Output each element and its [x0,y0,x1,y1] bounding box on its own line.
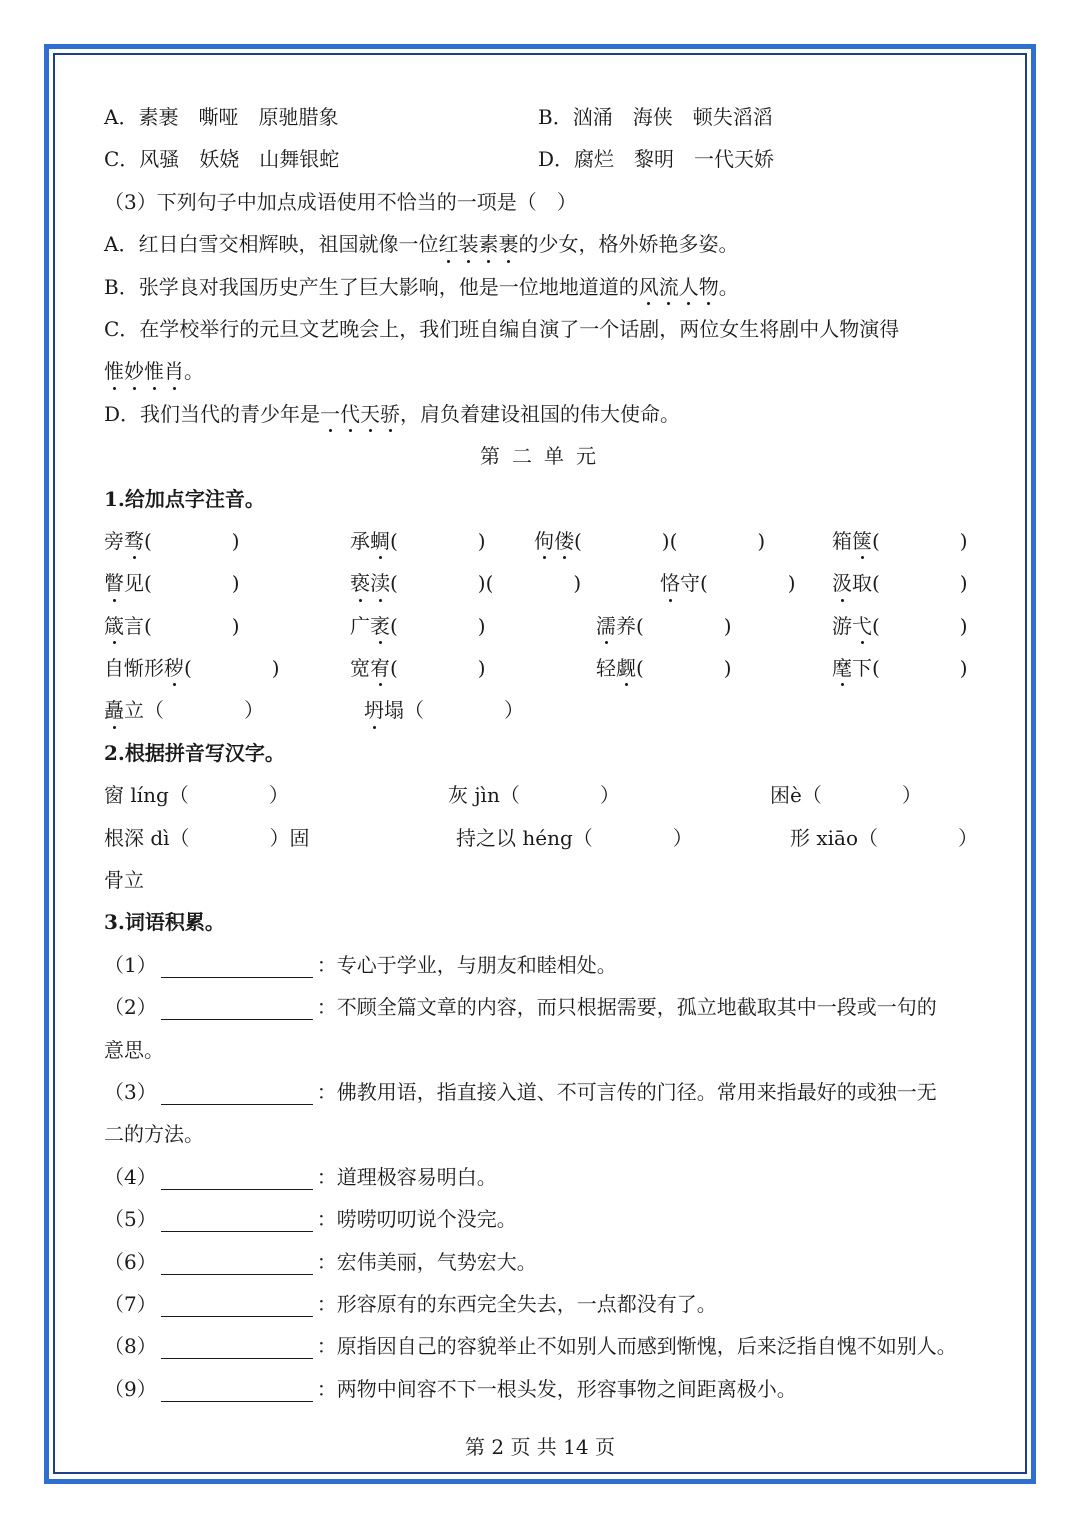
emphasis-char: 宥 [370,647,390,689]
answer-blank[interactable] [161,1248,313,1275]
vocab-item [104,1071,984,1113]
answer-blank[interactable] [161,1332,313,1359]
pinyin-item[interactable] [104,689,264,731]
word-text: 自惭形 [104,656,164,681]
answer-paren[interactable]: （ ） [144,698,264,723]
emphasis-char: 天 [360,393,380,435]
emphasis-char: 矗 [104,689,124,731]
pinyin-row [104,520,984,562]
word-text: 游 [832,613,852,638]
dotted-char [852,529,872,553]
emphasis-char: 瞥 [104,562,124,604]
dotted-char [370,614,390,638]
emphasis-char: 惟 [104,350,124,392]
page-footer: 第 2 页 共 14 页 [465,1435,615,1459]
emphasis-char: 坍 [364,689,384,731]
pinyin-item[interactable] [832,647,968,689]
word-text: 塌 [384,698,404,723]
pinyin-item[interactable] [350,605,486,647]
answer-paren[interactable]: ( ) [144,571,240,596]
emphasis-char: 亵 [350,562,370,604]
emphasis-char: 汲 [832,562,852,604]
emphasis-char: 觑 [616,647,636,689]
answer-blank[interactable] [161,1375,313,1402]
hanzi-item[interactable]: 困è（ ） [770,783,922,808]
hanzi-row-cont: 骨立 [104,868,144,893]
dotted-idiom [639,275,719,299]
answer-blank[interactable] [161,1078,313,1105]
answer-paren[interactable]: ( ) [872,613,968,638]
dotted-char [164,656,184,680]
dotted-char [104,698,124,722]
word-text: 见 [124,571,144,596]
option-a[interactable] [104,223,984,265]
pinyin-item[interactable] [660,562,796,604]
answer-paren[interactable]: ( )( ) [390,571,582,596]
dotted-char [370,656,390,680]
dotted-idiom [438,232,518,256]
word-text: 宽 [350,656,370,681]
option-d[interactable] [104,393,984,435]
unit-title: 第二单元 [480,444,608,469]
item-number: （6） [104,1249,157,1274]
emphasis-char: 人 [679,266,699,308]
word-text: 立 [124,698,144,723]
dotted-char [370,529,390,553]
pinyin-item[interactable] [350,647,486,689]
emphasis-char: 妙 [124,350,144,392]
dotted-idiom [320,402,400,426]
pinyin-item[interactable] [104,605,240,647]
word-text: 养 [616,613,636,638]
pinyin-item[interactable] [364,689,524,731]
option-d[interactable]: D．腐烂 黎明 一代天娇 [538,147,775,172]
word-text: 承 [350,528,370,553]
word-text: 旁 [104,528,124,553]
emphasis-char: 箧 [852,520,872,562]
page-content [104,96,984,1410]
answer-paren[interactable]: ( ) [390,613,486,638]
item-number: （1） [104,952,157,977]
answer-blank[interactable] [161,1163,313,1190]
option-text: ，肩负着建设祖国的伟大使命。 [400,401,681,426]
pinyin-item[interactable] [832,562,968,604]
pinyin-item[interactable] [534,520,765,562]
item-definition: ：不顾全篇文章的内容，而只根据需要，孤立地截取其中一段或一句的 [316,995,937,1020]
emphasis-char: 素 [478,223,498,265]
answer-paren[interactable]: ( ) [144,528,240,553]
emphasis-char: 物 [699,266,719,308]
option-text: 。 [718,274,739,299]
option-c[interactable]: C．风骚 妖娆 山舞银蛇 [104,147,340,172]
emphasis-char: 代 [340,393,360,435]
pinyin-item[interactable] [596,605,732,647]
question-stem: （3）下列句子中加点成语使用不恰当的一项是（ ） [104,189,577,214]
dotted-char [534,529,574,553]
word-text: 下 [852,656,872,681]
item-definition: ：佛教用语，指直接入道、不可言传的门径。常用来指最好的或独一无 [316,1079,937,1104]
dotted-char [616,656,636,680]
emphasis-char: 濡 [596,605,616,647]
vocab-item [104,1368,984,1410]
item-number: （7） [104,1291,157,1316]
answer-blank[interactable] [161,1205,313,1232]
answer-paren[interactable]: ( )( ) [574,528,766,553]
section-title: 2.根据拼音写汉字。 [104,740,285,765]
section-title: 1.给加点字注音。 [104,486,265,511]
emphasis-char: 骛 [124,520,144,562]
pinyin-row [104,647,984,689]
emphasis-char: 袤 [370,605,390,647]
emphasis-char: 渎 [370,562,390,604]
word-text: 取 [852,571,872,596]
pinyin-item[interactable] [104,520,240,562]
options-row [104,138,984,180]
vocab-item-cont: 意思。 [104,1037,164,1062]
emphasis-char: 偻 [554,520,574,562]
emphasis-char: 蜩 [370,520,390,562]
vocab-item [104,986,984,1028]
item-number: （2） [104,995,157,1020]
option-text: A．红日白雪交相辉映，祖国就像一位 [104,232,439,257]
word-text: 广 [350,613,370,638]
item-number: （9） [104,1376,157,1401]
pinyin-item[interactable] [350,562,581,604]
pinyin-row [104,605,984,647]
emphasis-char: 麾 [832,647,852,689]
dotted-char [596,614,616,638]
item-definition: ：形容原有的东西完全失去，一点都没有了。 [316,1291,717,1316]
vocab-item [104,1156,984,1198]
answer-blank[interactable] [161,1290,313,1317]
emphasis-char: 红 [438,223,458,265]
vocab-item [104,1325,984,1367]
answer-blank[interactable] [161,951,313,978]
answer-paren[interactable]: ( ) [144,613,240,638]
emphasis-char: 弋 [852,605,872,647]
emphasis-char: 秽 [164,647,184,689]
pinyin-item[interactable] [832,520,968,562]
vocab-item [104,1283,984,1325]
vocab-item [104,1241,984,1283]
pinyin-row [104,689,984,731]
dotted-char [832,571,852,595]
hanzi-item[interactable]: 根深 dì（ ）固 [104,825,310,850]
emphasis-char: 骄 [380,393,400,435]
dotted-char [364,698,384,722]
dotted-char [852,614,872,638]
section-title: 3.词语积累。 [104,910,225,935]
item-definition: ：两物中间容不下一根头发，形容事物之间距离极小。 [316,1376,797,1401]
answer-paren[interactable]: （ ） [404,698,524,723]
dotted-char [104,571,124,595]
emphasis-char: 风 [639,266,659,308]
item-definition: ：原指因自己的容貌举止不如别人而感到惭愧，后来泛指自愧不如别人。 [316,1334,957,1359]
answer-paren[interactable]: ( ) [184,656,280,681]
item-definition: ：唠唠叨叨说个没完。 [316,1207,517,1232]
item-number: （8） [104,1334,157,1359]
vocab-list [104,944,984,1410]
pinyin-item[interactable] [104,647,280,689]
pinyin-table [104,520,984,732]
item-number: （4） [104,1164,157,1189]
word-text: 言 [124,613,144,638]
answer-paren[interactable]: ( ) [872,528,968,553]
item-definition: ：宏伟美丽，气势宏大。 [316,1249,537,1274]
option-text: 。 [184,359,204,384]
pinyin-item[interactable] [104,562,240,604]
word-text: 箱 [832,528,852,553]
dotted-char [124,529,144,553]
answer-paren[interactable]: ( ) [636,613,732,638]
answer-paren[interactable]: ( ) [872,571,968,596]
answer-paren[interactable]: ( ) [872,656,968,681]
option-b[interactable] [104,266,984,308]
emphasis-char: 流 [659,266,679,308]
answer-paren[interactable]: ( ) [636,656,732,681]
word-text: 守 [680,571,700,596]
option-text: 的少女，格外娇艳多姿。 [518,232,739,257]
hanzi-item[interactable]: 窗 líng（ ） [104,783,289,808]
item-definition: ：道理极容易明白。 [316,1164,497,1189]
answer-paren[interactable]: ( ) [700,571,796,596]
pinyin-item[interactable] [596,647,732,689]
emphasis-char: 装 [458,223,478,265]
emphasis-char: 惟 [144,350,164,392]
option-c[interactable]: C．在学校举行的元旦文艺晚会上，我们班自编自演了一个话剧，两位女生将剧中人物演得 [104,316,900,341]
hanzi-item[interactable]: 持之以 héng（ ） [456,825,693,850]
dotted-char [104,614,124,638]
option-text: D．我们当代的青少年是 [104,401,321,426]
word-text: 轻 [596,656,616,681]
dotted-idiom [104,359,184,383]
pinyin-item[interactable] [832,605,968,647]
item-definition: ：专心于学业，与朋友和睦相处。 [316,952,617,977]
item-number: （5） [104,1207,157,1232]
item-number: （3） [104,1079,157,1104]
vocab-item [104,1198,984,1240]
option-b[interactable]: B．汹涌 海侠 顿失滔滔 [538,105,773,129]
pinyin-row [104,562,984,604]
option-a[interactable]: A．素裹 嘶哑 原驰腊象 [104,105,339,129]
emphasis-char: 裹 [498,223,518,265]
answer-paren[interactable]: ( ) [390,528,486,553]
vocab-item [104,944,984,986]
emphasis-char: 箴 [104,605,124,647]
answer-blank[interactable] [161,993,313,1020]
hanzi-item[interactable]: 灰 jìn（ ） [448,783,620,808]
emphasis-char: 佝 [534,520,554,562]
answer-paren[interactable]: ( ) [390,656,486,681]
options-row [104,96,984,138]
dotted-char [832,656,852,680]
option-c-cont[interactable] [104,350,984,392]
hanzi-item[interactable]: 形 xiāo（ ） [790,825,978,850]
emphasis-char: 恪 [660,562,680,604]
dotted-char [660,571,680,595]
option-text: B．张学良对我国历史产生了巨大影响，他是一位地地道道的 [104,274,639,299]
dotted-char [350,571,390,595]
emphasis-char: 一 [320,393,340,435]
pinyin-item[interactable] [350,520,486,562]
vocab-item-cont: 二的方法。 [104,1122,204,1147]
hanzi-row [104,817,984,859]
emphasis-char: 肖 [164,350,184,392]
hanzi-row [104,774,984,816]
